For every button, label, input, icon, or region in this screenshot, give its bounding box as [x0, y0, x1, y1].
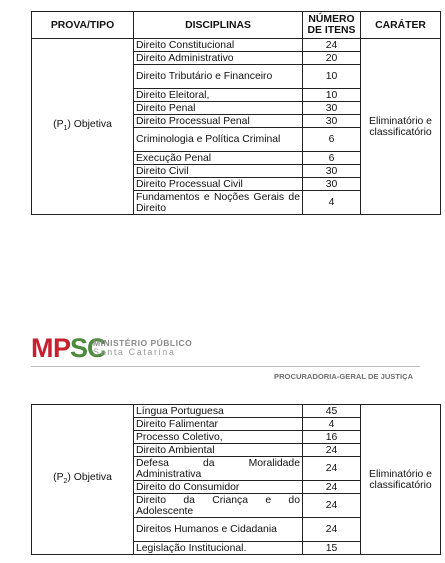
itens-cell: 6 [303, 152, 361, 165]
exam-table-p2 [31, 404, 441, 555]
itens-cell: 45 [303, 405, 361, 418]
disciplina-cell: Direitos Humanos e Cidadania [134, 518, 303, 542]
table-row [32, 39, 441, 52]
itens-cell: 4 [303, 191, 361, 215]
disciplina-cell: Direito Civil [134, 165, 303, 178]
org-name [93, 339, 192, 357]
disciplina-cell: Direito Processual Penal [134, 115, 303, 128]
disciplina-cell: Fundamentos e Noções Gerais de Direito [134, 191, 303, 215]
itens-cell: 4 [303, 418, 361, 431]
itens-cell: 6 [303, 128, 361, 152]
header-divider [31, 366, 420, 367]
logo-mark-m: M [31, 334, 54, 360]
disciplina-cell: Direito Falimentar [134, 418, 303, 431]
table-row [32, 405, 441, 418]
logo-mark-p: P [53, 334, 72, 360]
carater-cell: Eliminatório e classificatório [361, 39, 441, 215]
table-header-row [32, 12, 441, 39]
itens-cell: 24 [303, 444, 361, 457]
itens-cell: 24 [303, 481, 361, 494]
itens-cell: 10 [303, 65, 361, 89]
itens-cell: 24 [303, 457, 361, 481]
itens-cell: 24 [303, 494, 361, 518]
disciplina-cell: Direito Ambiental [134, 444, 303, 457]
disciplina-cell: Direito Tributário e Financeiro [134, 65, 303, 89]
prova-tipo-cell: $(P_2)$ Objetiva [32, 405, 134, 555]
disciplina-cell: Execução Penal [134, 152, 303, 165]
disciplina-cell: Direito Constitucional [134, 39, 303, 52]
itens-cell: 10 [303, 89, 361, 102]
org-line1: MINISTÉRIO PÚBLICO [93, 338, 193, 348]
department-label: PROCURADORIA-GERAL DE JUSTIÇA [274, 372, 414, 381]
itens-cell: 15 [303, 542, 361, 555]
itens-cell: 30 [303, 102, 361, 115]
itens-cell: 20 [303, 52, 361, 65]
itens-cell: 30 [303, 178, 361, 191]
logo-mark-s: S [70, 334, 89, 360]
carater-cell: Eliminatório e classificatório [361, 405, 441, 555]
header-prova-tipo: PROVA/TIPO [32, 12, 134, 39]
itens-cell: 24 [303, 39, 361, 52]
disciplina-cell: Direito do Consumidor [134, 481, 303, 494]
exam-table-p1 [31, 11, 441, 215]
disciplina-cell: Direito Processual Civil [134, 178, 303, 191]
itens-cell: 30 [303, 165, 361, 178]
header-disciplinas: DISCIPLINAS [134, 12, 303, 39]
itens-cell: 24 [303, 518, 361, 542]
logo-mark-c: C [87, 334, 107, 360]
disciplina-cell: Direito Penal [134, 102, 303, 115]
itens-cell: 16 [303, 431, 361, 444]
disciplina-cell: Criminologia e Política Criminal [134, 128, 303, 152]
itens-cell: 30 [303, 115, 361, 128]
header-carater: CARÁTER [361, 12, 441, 39]
disciplina-cell: Legislação Institucional. [134, 542, 303, 555]
prova-tipo-cell: $(P_1)$ Objetiva [32, 39, 134, 215]
org-line2: Santa Catarina [93, 347, 176, 357]
disciplina-cell: Defesa da Moralidade Administrativa [134, 457, 303, 481]
disciplina-cell: Direito da Criança e do Adolescente [134, 494, 303, 518]
disciplina-cell: Direito Eleitoral, [134, 89, 303, 102]
header-numero-itens: NÚMERO DE ITENS [303, 12, 361, 39]
disciplina-cell: Processo Coletivo, [134, 431, 303, 444]
disciplina-cell: Língua Portuguesa [134, 405, 303, 418]
disciplina-cell: Direito Administrativo [134, 52, 303, 65]
